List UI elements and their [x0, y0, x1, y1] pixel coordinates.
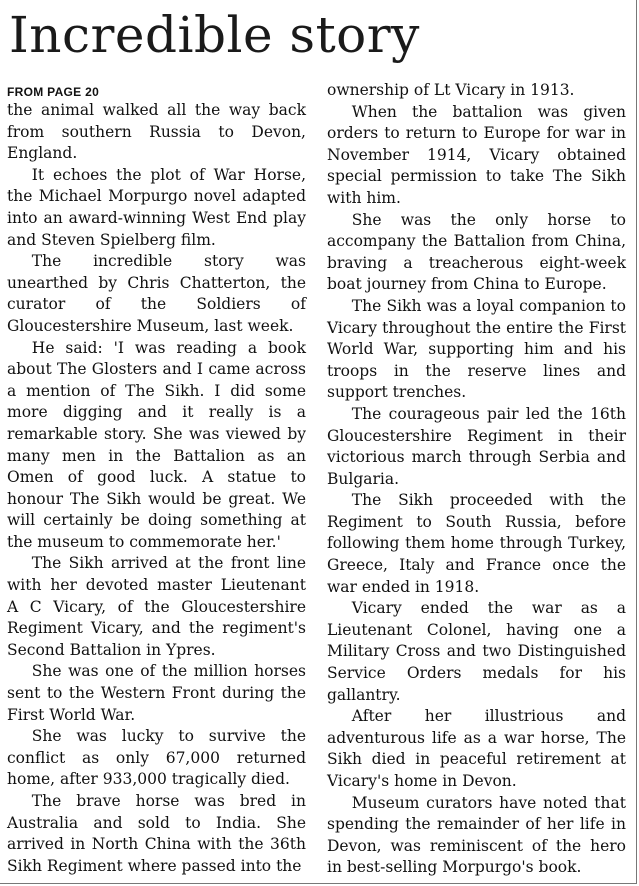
paragraph: The Sikh was a loyal companion to Vicary throughout the entire the First World War, supporting him and his troops in the reserve lines and support trenches.	[327, 296, 626, 402]
paragraph: After her illustrious and adventurous life as a war horse, The Sikh died in peaceful retirement at Vicary's home in Devon.	[327, 707, 626, 790]
article-column-1	[7, 84, 306, 877]
paragraph: She was lucky to survive the conflict as only 67,000 returned home, after 933,000 tragically died.	[7, 727, 306, 789]
continued-from-kicker: FROM PAGE 20	[7, 85, 100, 99]
paragraph: Museum curators have noted that spending the remainder of her life in Devon, was reminiscent of the hero in best-selling Morpurgo's book.	[327, 793, 626, 877]
paragraph: It echoes the plot of War Horse, the Michael Morpurgo novel adapted into an award-winning West End play and Steven Spielberg film.	[7, 165, 306, 249]
paragraph: The brave horse was bred in Australia and sold to India. She arrived in North China with the 36th Sikh Regiment where passed into the	[7, 792, 306, 875]
paragraph: She was one of the million horses sent to the Western Front during the First World War.	[7, 662, 306, 724]
paragraph: The Sikh arrived at the front line with her devoted master Lieutenant A C Vicary, of the Gloucestershire Regiment Vicary, and the regiment's Second Battalion in Ypres.	[7, 554, 306, 659]
paragraph: the animal walked all the way back from southern Russia to Devon, England.	[7, 101, 306, 163]
headline: Incredible story	[9, 6, 420, 64]
article-column-2	[327, 80, 626, 879]
paragraph: She was the only horse to accompany the Battalion from China, braving a treacherous eight-week boat journey from China to Europe.	[327, 210, 626, 294]
paragraph: The incredible story was unearthed by Chris Chatterton, the curator of the Soldiers of Gloucestershire Museum, last week.	[7, 252, 306, 335]
paragraph: Vicary ended the war as a Lieutenant Colonel, having one a Military Cross and two Distinguished Service Orders medals for his gallantry.	[327, 599, 626, 704]
paragraph: ownership of Lt Vicary in 1913.	[327, 81, 575, 99]
paragraph: He said: 'I was reading a book about The Glosters and I came across a mention of The Sikh. I did some more digging and it really is a remarkable story. She was viewed by many men in the Battalion as an Omen of good luck. A statue to honour The Sikh would be great. We will certainly be doing something at the museum to commemorate her.'	[7, 338, 306, 551]
paragraph: When the battalion was given orders to return to Europe for war in November 1914, Vicary obtained special permission to take The Sikh with him.	[327, 102, 626, 207]
paragraph: The courageous pair led the 16th Gloucestershire Regiment in their victorious march through Serbia and Bulgaria.	[327, 404, 626, 488]
paragraph: The Sikh proceeded with the Regiment to South Russia, before following them home through Turkey, Greece, Italy and France once the war ended in 1918.	[327, 491, 626, 596]
